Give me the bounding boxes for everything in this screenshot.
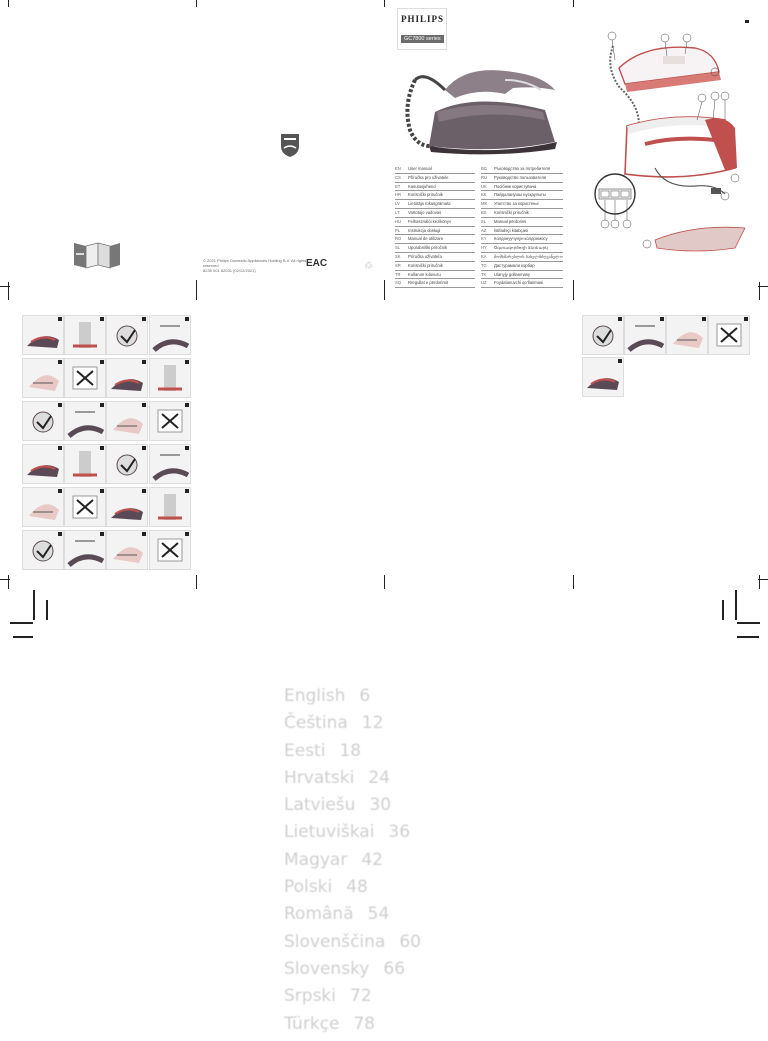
instruction-illustration xyxy=(106,358,148,398)
language-entry: RO Manual de utilizare xyxy=(395,235,475,244)
toc-entry[interactable]: Polski 48 xyxy=(284,877,368,898)
instruction-illustration xyxy=(582,357,624,397)
language-entry: AZ İstifadəçi kitabçası xyxy=(481,227,563,236)
series-badge: GC7800 series xyxy=(401,35,444,43)
language-entry: UK Посібник користувача xyxy=(481,183,563,192)
crop-mark xyxy=(46,600,48,620)
toc-entry[interactable]: Slovenščina 60 xyxy=(284,931,421,952)
step-number-badge xyxy=(660,317,664,321)
toc-entry[interactable]: Srpski 72 xyxy=(284,986,372,1007)
step-number-badge xyxy=(142,532,146,536)
language-entry: BG Ръководство за потребителя xyxy=(481,165,563,174)
crop-mark xyxy=(737,636,759,638)
language-entry: HR Korisnički priručnik xyxy=(395,191,475,200)
language-entry: SL Uporabniški priročnik xyxy=(395,244,475,253)
step-number-badge xyxy=(142,489,146,493)
brand-logo: PHILIPS xyxy=(401,14,445,24)
language-entry: EN User manual xyxy=(395,165,475,174)
toc-entry[interactable]: Latviešu 30 xyxy=(284,795,392,816)
language-entry: TR Kullanım kılavuzu xyxy=(395,271,475,280)
language-list-right xyxy=(481,165,563,288)
instruction-illustration xyxy=(149,487,191,527)
instruction-illustration xyxy=(582,315,624,355)
shield-icon xyxy=(279,132,301,158)
crop-mark xyxy=(8,282,9,300)
step-number-badge xyxy=(58,317,62,321)
instruction-illustration xyxy=(106,444,148,484)
step-number-badge xyxy=(100,446,104,450)
foldout-manual-icon xyxy=(72,240,122,270)
step-number-badge xyxy=(100,489,104,493)
instruction-illustration xyxy=(149,315,191,355)
language-entry: RU Руководство пользователя xyxy=(481,174,563,183)
language-entry: LT Vartotojo vadovas xyxy=(395,209,475,218)
instruction-illustration xyxy=(64,315,106,355)
crop-mark xyxy=(10,622,33,624)
crop-mark xyxy=(196,575,197,589)
step-number-badge xyxy=(100,360,104,364)
language-entry: TK Ulanyjy gollanmasy xyxy=(481,271,563,280)
instruction-illustration xyxy=(106,487,148,527)
toc-entry[interactable]: Čeština 12 xyxy=(284,713,384,734)
step-number-badge xyxy=(618,317,622,321)
language-entry: SK Príručka užívateľa xyxy=(395,253,475,262)
crop-mark xyxy=(33,590,35,620)
step-number-badge xyxy=(100,403,104,407)
language-entry: KA მომხმარებლის სახელმძღვანელო xyxy=(481,253,563,262)
instruction-illustration xyxy=(149,530,191,570)
table-of-contents xyxy=(284,686,421,1041)
step-number-badge xyxy=(702,317,706,321)
language-entry: KK Пайдаланушы нұсқаулығы xyxy=(481,191,563,200)
step-number-badge xyxy=(100,317,104,321)
crop-mark xyxy=(13,636,33,638)
step-number-badge xyxy=(58,532,62,536)
language-list-left xyxy=(395,165,475,288)
toc-entry[interactable]: English 6 xyxy=(284,686,371,706)
crop-mark xyxy=(384,280,385,300)
toc-entry[interactable]: Eesti 18 xyxy=(284,740,362,761)
crop-mark xyxy=(735,590,737,620)
crop-mark xyxy=(196,280,197,300)
instruction-illustration xyxy=(64,358,106,398)
crop-mark xyxy=(745,20,749,23)
crop-mark xyxy=(196,0,197,7)
instruction-illustration xyxy=(708,315,750,355)
language-entry: KY Колдонуучунун колдонмосу xyxy=(481,235,563,244)
language-entry: LV Lietotāja rokasgrāmata xyxy=(395,200,475,209)
step-number-badge xyxy=(100,532,104,536)
language-entry: ET Kasutusjuhend xyxy=(395,183,475,192)
crop-mark xyxy=(573,280,574,300)
step-number-badge xyxy=(185,317,189,321)
crop-mark xyxy=(737,622,760,624)
language-entry: UZ Foydalanuvchi qo‘llanmasi xyxy=(481,279,563,288)
crop-mark xyxy=(722,600,724,620)
recycle-icon: ♲ xyxy=(364,261,373,272)
crop-mark xyxy=(384,0,385,7)
language-entry: TG Дастурамали корбар xyxy=(481,262,563,271)
step-number-badge xyxy=(58,489,62,493)
crop-mark xyxy=(8,575,9,589)
instruction-illustration xyxy=(64,401,106,441)
toc-entry[interactable]: Türkçe 78 xyxy=(284,1013,376,1034)
toc-entry[interactable]: Română 54 xyxy=(284,904,390,925)
crop-mark xyxy=(384,575,385,589)
product-overview-diagram xyxy=(585,28,760,256)
toc-entry[interactable]: Hrvatski 24 xyxy=(284,767,390,788)
language-entry: SL Manual përdorimi xyxy=(481,218,563,227)
step-number-badge xyxy=(142,446,146,450)
language-entry: BS Korisnički priručnik xyxy=(481,209,563,218)
language-entry: CS Příručka pro uživatele xyxy=(395,174,475,183)
instruction-illustration xyxy=(64,530,106,570)
toc-entry[interactable]: Lietuviškai 36 xyxy=(284,822,411,843)
instruction-illustration xyxy=(106,530,148,570)
instruction-illustration xyxy=(106,401,148,441)
instruction-illustration xyxy=(22,358,64,398)
step-number-badge xyxy=(185,360,189,364)
instruction-illustration xyxy=(22,315,64,355)
crop-mark xyxy=(573,575,574,589)
step-number-badge xyxy=(618,359,622,363)
step-number-badge xyxy=(185,446,189,450)
step-number-badge xyxy=(58,446,62,450)
crop-mark xyxy=(759,282,760,300)
language-entry: PL Instrukcja obsługi xyxy=(395,227,475,236)
instruction-illustration xyxy=(666,315,708,355)
language-entry: SR Korisnički priručnik xyxy=(395,262,475,271)
instruction-illustration xyxy=(22,444,64,484)
copyright-text: © 2021 Philips Domestic Appliances Holding B.V. All rights reserved 8239 001 82031 (02/12/2021) xyxy=(203,258,307,274)
step-number-badge xyxy=(58,403,62,407)
language-entry: SQ Rregullat e përdorimit xyxy=(395,279,475,288)
instruction-illustration xyxy=(22,487,64,527)
language-entry: HU Felhasználói kézikönyv xyxy=(395,218,475,227)
step-number-badge xyxy=(185,403,189,407)
language-entry: HY Օգտագործողի ձեռնարկ xyxy=(481,244,563,253)
instruction-illustration xyxy=(149,444,191,484)
toc-entry[interactable]: Slovensky 66 xyxy=(284,958,406,979)
instruction-illustration xyxy=(149,401,191,441)
language-entry: MK Упатство за користење xyxy=(481,200,563,209)
toc-entry[interactable]: Magyar 42 xyxy=(284,849,383,870)
step-number-badge xyxy=(744,317,748,321)
instruction-illustration xyxy=(22,401,64,441)
instruction-illustration xyxy=(624,315,666,355)
crop-mark xyxy=(8,0,9,7)
instruction-illustration xyxy=(22,530,64,570)
steam-iron-image xyxy=(395,50,567,158)
step-number-badge xyxy=(185,532,189,536)
instruction-illustration xyxy=(64,487,106,527)
step-number-badge xyxy=(142,403,146,407)
instruction-illustration xyxy=(149,358,191,398)
crop-mark xyxy=(573,0,574,7)
step-number-badge xyxy=(58,360,62,364)
crop-mark xyxy=(759,575,760,589)
step-number-badge xyxy=(142,360,146,364)
step-number-badge xyxy=(185,489,189,493)
instruction-illustration xyxy=(106,315,148,355)
eac-mark: EAC xyxy=(306,258,328,269)
step-number-badge xyxy=(142,317,146,321)
instruction-illustration xyxy=(64,444,106,484)
